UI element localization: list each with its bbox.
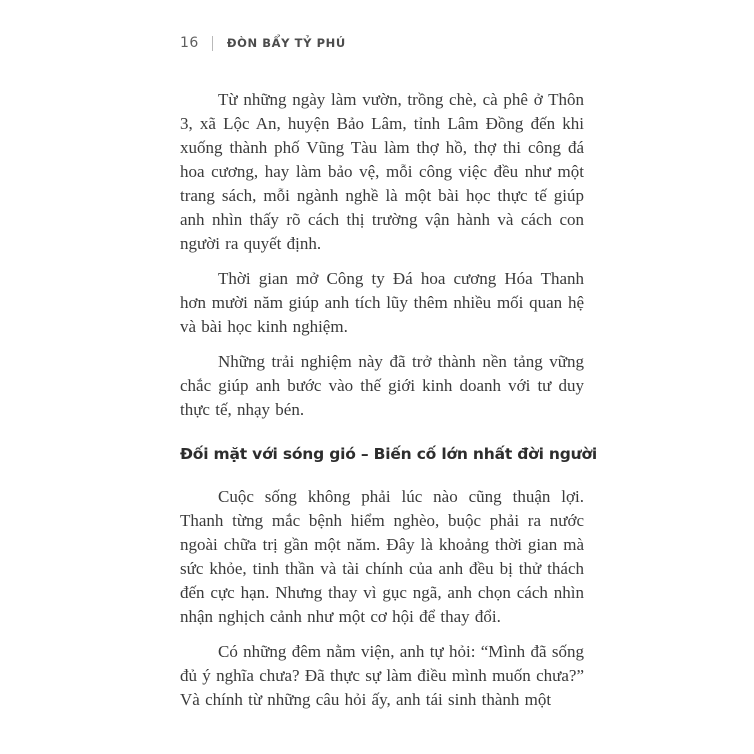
running-header (180, 33, 346, 53)
page-number: 16 (180, 35, 199, 51)
body-paragraph: Thời gian mở Công ty Đá hoa cương Hóa Thanh hơn mười năm giúp anh tích lũy thêm nhiều mối quan hệ và bài học kinh nghiệm. (180, 269, 584, 336)
text-column (180, 88, 598, 723)
header-divider (212, 36, 213, 51)
section-heading: Đối mặt với sóng gió – Biến cố lớn nhất đời người (180, 445, 598, 463)
body-paragraph: Những trải nghiệm này đã trở thành nền tảng vững chắc giúp anh bước vào thế giới kinh doanh với tư duy thực tế, nhạy bén. (180, 352, 584, 419)
body-paragraph: Từ những ngày làm vườn, trồng chè, cà phê ở Thôn 3, xã Lộc An, huyện Bảo Lâm, tỉnh Lâm Đồng đến khi xuống thành phố Vũng Tàu làm thợ hồ, thợ thi công đá hoa cương, hay làm bảo vệ, mỗi công việc đều như một trang sách, mỗi ngành nghề là một bài học thực tế giúp anh nhìn thấy rõ cách thị trường vận hành và cách con người ra quyết định. (180, 90, 584, 253)
running-title: ĐÒN BẨY TỶ PHÚ (226, 36, 346, 50)
body-paragraph: Cuộc sống không phải lúc nào cũng thuận lợi. Thanh từng mắc bệnh hiểm nghèo, buộc phải ra nước ngoài chữa trị gần một năm. Đây là khoảng thời gian mà sức khỏe, tinh thần và tài chính của anh đều bị thử thách đến cực hạn. Nhưng thay vì gục ngã, anh chọn cách nhìn nhận nghịch cảnh như một cơ hội để thay đổi. (180, 487, 584, 626)
body-paragraph: Có những đêm nằm viện, anh tự hỏi: “Mình đã sống đủ ý nghĩa chưa? Đã thực sự làm điều mình muốn chưa?” Và chính từ những câu hỏi ấy, anh tái sinh thành một (180, 642, 584, 709)
